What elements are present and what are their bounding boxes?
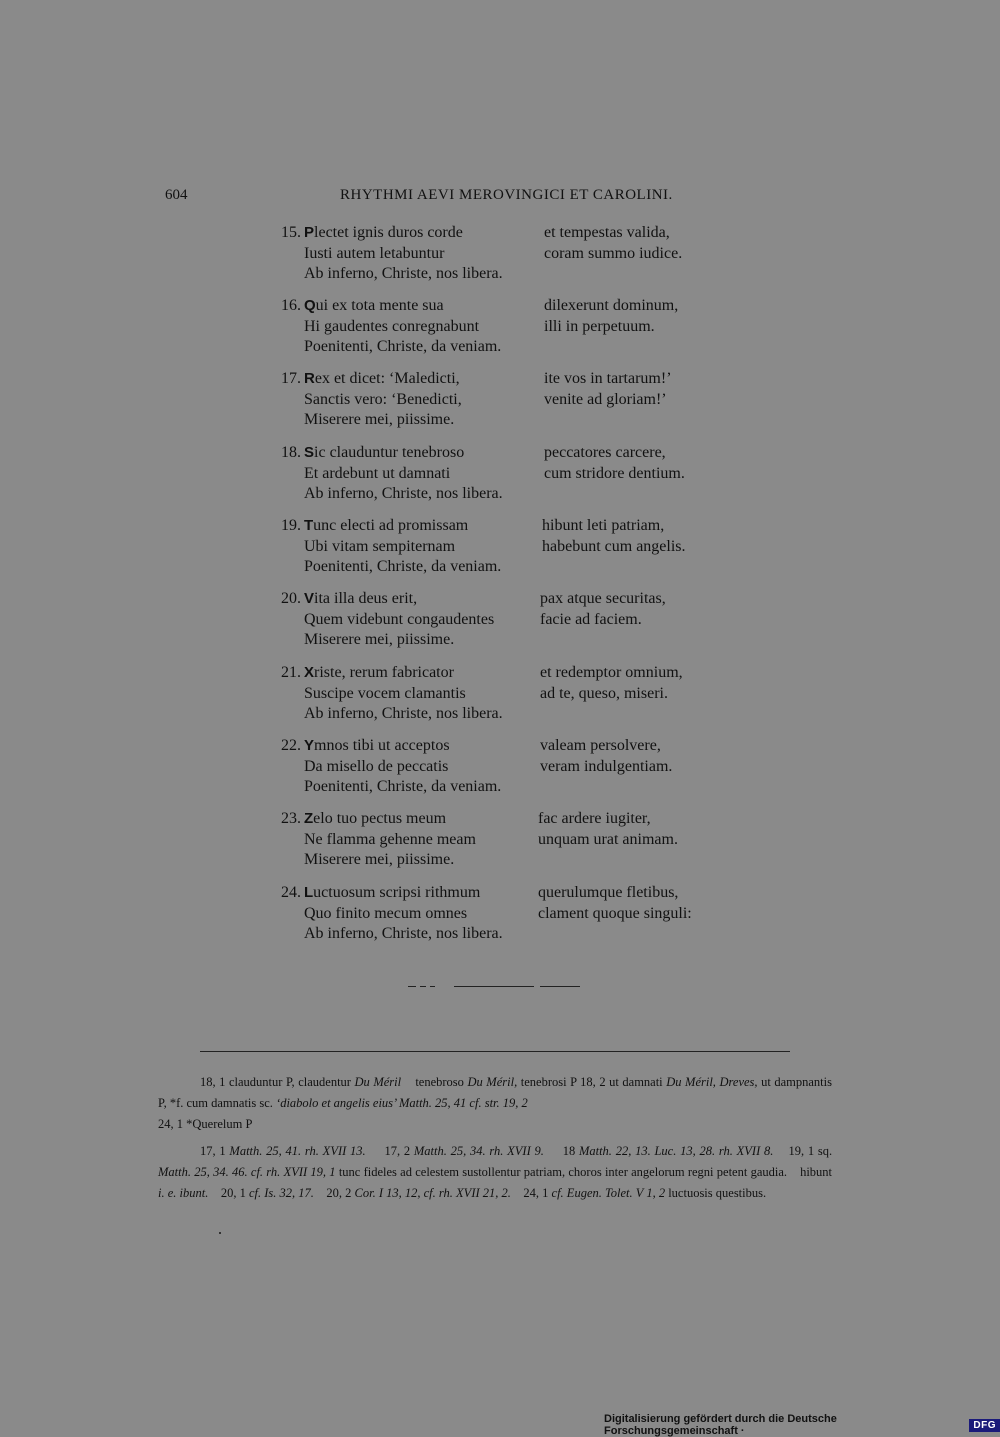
stanza-number: 21. (281, 664, 301, 681)
refrain-line (268, 925, 738, 946)
refrain-line (268, 558, 738, 579)
verse-initial: S (304, 444, 315, 461)
stanza (268, 297, 738, 359)
stanza (268, 444, 738, 506)
stanza (268, 664, 738, 726)
verse-first-half (304, 664, 454, 682)
verse-first-half: Da misello de peccatis (304, 757, 449, 775)
verse-line (268, 318, 738, 339)
verse-line (268, 664, 738, 685)
refrain-line (268, 411, 738, 432)
verse-first-half (304, 884, 480, 902)
funding-banner (604, 1413, 1000, 1437)
stanza-number: 16. (281, 297, 301, 314)
dfg-logo: DFG (969, 1419, 1000, 1432)
fn-italic: Cor. I 13, 12, cf. rh. XVII 21, 2. (354, 1186, 511, 1200)
refrain: Ab inferno, Christe, nos libera. (304, 925, 503, 942)
refrain-line (268, 485, 738, 506)
fn-italic: Matth. 25, 34. rh. XVII 9. (413, 1144, 544, 1158)
verse-second-half: valeam persolvere, (540, 737, 661, 754)
verse-text: ex et dicet: ‘Maledicti, (314, 370, 460, 387)
fn-italic: ‘diabolo et angelis eius’ Matth. 25, 41 cf. str. 19, 2 (276, 1096, 528, 1110)
refrain: Poenitenti, Christe, da veniam. (304, 778, 502, 795)
fn-text: 20, 1 (220, 1186, 246, 1200)
verse-text: lectet ignis duros corde (314, 224, 463, 241)
stanza-number: 15. (281, 224, 301, 241)
verse-line (268, 444, 738, 465)
verse-line (268, 831, 738, 852)
verse-text: ita illa deus erit, (314, 590, 418, 607)
verse-second-half: dilexerunt dominum, (544, 297, 679, 314)
refrain: Miserere mei, piissime. (304, 411, 455, 428)
fn-text: 18, 1 clauduntur P, claudentur (200, 1075, 351, 1089)
fn-text: 17, 1 (200, 1144, 226, 1158)
verse-line (268, 905, 738, 926)
stanza (268, 224, 738, 286)
fn-text: luctuosis questibus. (668, 1186, 767, 1200)
refrain: Ab inferno, Christe, nos libera. (304, 265, 503, 282)
verse-line (268, 685, 738, 706)
fn-italic: Du Méril, (467, 1075, 518, 1089)
verse-line (268, 517, 738, 538)
verse-line (268, 810, 738, 831)
refrain: Miserere mei, piissime. (304, 851, 455, 868)
verse-initial: V (304, 590, 315, 607)
verse-text: ic clauduntur tenebroso (314, 444, 465, 461)
fn-italic: cf. Is. 32, 17. (248, 1186, 314, 1200)
verse-first-half (304, 810, 446, 828)
verse-text: ui ex tota mente sua (315, 297, 444, 314)
stanza-number: 23. (281, 810, 301, 827)
refrain: Miserere mei, piissime. (304, 631, 455, 648)
stanza (268, 590, 738, 652)
fn-text: hibunt (800, 1165, 833, 1179)
source-apparatus (158, 1141, 832, 1204)
verse-text: riste, rerum fabricator (314, 664, 454, 681)
verse-second-half: fac ardere iugiter, (538, 810, 651, 827)
verse-second-half: coram summo iudice. (544, 244, 683, 262)
verse-second-half: hibunt leti patriam, (542, 517, 665, 534)
verse-first-half (304, 517, 468, 535)
stanza-number: 22. (281, 737, 301, 754)
refrain: Poenitenti, Christe, da veniam. (304, 338, 502, 355)
verse-initial: L (304, 884, 314, 901)
verse-first-half: Ubi vitam sempiternam (304, 537, 456, 555)
section-ornament (408, 986, 588, 990)
verse-first-half: Suscipe vocem clamantis (304, 684, 466, 702)
verse-second-half: ad te, queso, miseri. (540, 684, 668, 702)
page-header (165, 187, 835, 209)
verse-second-half: habebunt cum angelis. (542, 537, 686, 555)
refrain-line (268, 851, 738, 872)
verse-text: uctuosum scripsi rithmum (313, 884, 481, 901)
verse-second-half: venite ad gloriam!’ (544, 390, 667, 408)
verse-line (268, 245, 738, 266)
verse-line (268, 538, 738, 559)
verse-initial: Z (304, 810, 314, 827)
verse-second-half: cum stridore dentium. (544, 464, 685, 482)
verse-second-half: pax atque securitas, (540, 590, 666, 607)
fn-text: 24, 1 *Querelum P (158, 1117, 253, 1131)
page-number: 604 (165, 187, 188, 203)
verse-line (268, 391, 738, 412)
fn-text: tenebroso (415, 1075, 464, 1089)
stanza-number: 18. (281, 444, 301, 461)
verse-first-half: Sanctis vero: ‘Benedicti, (304, 390, 462, 408)
verse-text: unc electi ad promissam (313, 517, 469, 534)
verse-second-half: unquam urat animam. (538, 830, 678, 848)
fn-italic: cf. Eugen. Tolet. V 1, 2 (551, 1186, 666, 1200)
fn-italic: Du Méril (354, 1075, 402, 1089)
verse-second-half: et tempestas valida, (544, 224, 670, 241)
stanza (268, 884, 738, 946)
verse-line (268, 297, 738, 318)
verse-line (268, 590, 738, 611)
refrain: Ab inferno, Christe, nos libera. (304, 705, 503, 722)
refrain-line (268, 265, 738, 286)
verse-initial: R (304, 370, 315, 387)
stanza-number: 19. (281, 517, 301, 534)
verse-second-half: clament quoque singuli: (538, 904, 692, 922)
verse-initial: Q (304, 297, 316, 314)
stanza (268, 517, 738, 579)
fn-text: ut dampnantis P, *f. cum damnatis sc. (158, 1075, 832, 1110)
verse-initial: Y (304, 737, 315, 754)
stanza-number: 24. (281, 884, 301, 901)
verse-initial: T (304, 517, 314, 534)
fn-text: 24, 1 (523, 1186, 549, 1200)
verse-second-half: querulumque fletibus, (538, 884, 679, 901)
verse-first-half: Quo finito mecum omnes (304, 904, 468, 922)
verse-text: elo tuo pectus meum (313, 810, 447, 827)
verse-line (268, 758, 738, 779)
refrain: Poenitenti, Christe, da veniam. (304, 558, 502, 575)
verse-second-half: veram indulgentiam. (540, 757, 673, 775)
refrain-line (268, 631, 738, 652)
verse-first-half (304, 224, 463, 242)
verse-text: mnos tibi ut acceptos (314, 737, 450, 754)
verse-first-half: Ne flamma gehenne meam (304, 830, 476, 848)
fn-text: tunc fideles ad celestem sustollentur patriam, choros inter angelorum regni petent gaudia. (338, 1165, 788, 1179)
refrain: Ab inferno, Christe, nos libera. (304, 485, 503, 502)
fn-text: 19, 1 sq. (788, 1144, 833, 1158)
stanza-number: 17. (281, 370, 301, 387)
critical-apparatus (158, 1072, 832, 1135)
running-title: RHYTHMI AEVI MEROVINGICI ET CAROLINI. (340, 187, 673, 203)
verse-line (268, 737, 738, 758)
verse-line (268, 224, 738, 245)
verse-first-half: Et ardebunt ut damnati (304, 464, 451, 482)
funding-text: Digitalisierung gefördert durch die Deutsche Forschungsgemeinschaft · (604, 1413, 837, 1437)
verse-second-half: peccatores carcere, (544, 444, 666, 461)
stanza (268, 810, 738, 872)
verse-second-half: ite vos in tartarum!’ (544, 370, 672, 387)
verse-line (268, 370, 738, 391)
stanza (268, 370, 738, 432)
fn-italic: Matth. 25, 34. 46. cf. rh. XVII 19, 1 (158, 1165, 336, 1179)
verse-first-half (304, 737, 450, 755)
verse-first-half: Iusti autem letabuntur (304, 244, 445, 262)
verse-initial: P (304, 224, 315, 241)
verse-line (268, 465, 738, 486)
verse-first-half (304, 444, 464, 462)
fn-italic: Du Méril, Dreves, (666, 1075, 758, 1089)
refrain-line (268, 338, 738, 359)
verse-second-half: illi in perpetuum. (544, 317, 655, 335)
verse-first-half: Hi gaudentes conregnabunt (304, 317, 480, 335)
fn-italic: Luc. 13, 28. rh. XVII 8. (654, 1144, 774, 1158)
fn-italic: Matth. 25, 41. rh. XVII 13. (229, 1144, 366, 1158)
fn-italic: Matth. 22, 13. (578, 1144, 651, 1158)
verse-first-half (304, 370, 460, 388)
fn-text: 20, 2 (326, 1186, 352, 1200)
verse-second-half: et redemptor omnium, (540, 664, 683, 681)
verse-first-half (304, 297, 444, 315)
footnote-rule (200, 1051, 790, 1052)
verse-line (268, 611, 738, 632)
fn-text: 17, 2 (384, 1144, 411, 1158)
verse-initial: X (304, 664, 315, 681)
refrain-line (268, 705, 738, 726)
verse-second-half: facie ad faciem. (540, 610, 642, 628)
verse-first-half (304, 590, 417, 608)
verse-first-half: Quem videbunt congaudentes (304, 610, 495, 628)
stanza-number: 20. (281, 590, 301, 607)
fn-text: 18 (562, 1144, 576, 1158)
refrain-line (268, 778, 738, 799)
fn-italic: i. e. ibunt. (158, 1186, 209, 1200)
verse-line (268, 884, 738, 905)
scan-speck (219, 1232, 221, 1234)
stanza (268, 737, 738, 799)
fn-text: tenebrosi P 18, 2 ut damnati (520, 1075, 663, 1089)
